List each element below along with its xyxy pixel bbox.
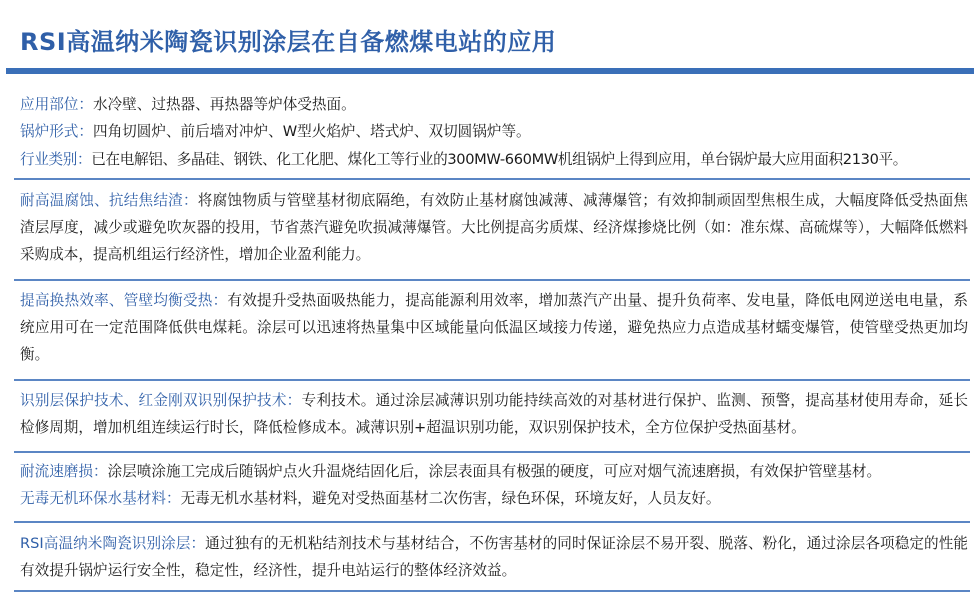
- title-underline-bar: [6, 68, 974, 74]
- identification-text: 专利技术。通过涂层减薄识别功能持续高效的对基材进行保护、监测、预警，提高基材使用寿命，延长检修周期，增加机组连续运行时长，降低检修成本。减薄识别+超温识别功能，双识别保护技术，全方位保护受热面基材。: [20, 392, 968, 436]
- application-part-row: [20, 91, 970, 118]
- nontoxic-text: 无毒无机水基材料，避免对受热面基材二次伤害，绿色环保，环境友好，人员友好。: [180, 490, 721, 507]
- boiler-type-label: 锅炉形式：: [20, 123, 93, 140]
- corrosion-text: 将腐蚀物质与管壁基材彻底隔绝，有效防止基材腐蚀减薄、减薄爆管；有效抑制顽固型焦根生成，大幅度降低受热面焦渣层厚度，减少或避免吹灰器的投用，节省蒸汽避免吹损减薄爆管。大比例提高劣质煤、经济煤掺烧比例（如：准东煤、高硫煤等），大幅降低燃料采购成本，提高机组运行经济性，增加企业盈利能力。: [20, 192, 968, 263]
- summary-text: 通过独有的无机粘结剂技术与基材结合，不伤害基材的同时保证涂层不易开裂、脱落、粉化，通过涂层各项稳定的性能有效提升锅炉运行安全性，稳定性，经济性，提升电站运行的整体经济效益。: [20, 535, 968, 579]
- corrosion-section: [20, 187, 968, 268]
- section-divider: [14, 521, 970, 523]
- section-divider: [14, 279, 970, 281]
- section-divider: [14, 379, 970, 381]
- heat-transfer-text: 有效提升受热面吸热能力，提高能源利用效率，增加蒸汽产出量、提升负荷率、发电量，降低电网逆送电电量，系统应用可在一定范围降低供电煤耗。涂层可以迅速将热量集中区域能量向低温区域接力传递，避免热应力点造成基材蠕变爆管，使管壁受热更加均衡。: [20, 292, 968, 363]
- industry-category-text: 已在电解铝、多晶硅、钢铁、化工化肥、煤化工等行业的300MW-660MW机组锅炉上得到应用，单台锅炉最大应用面积2130平。: [91, 151, 908, 168]
- summary-label: RSI高温纳米陶瓷识别涂层：: [20, 535, 206, 552]
- section-divider: [14, 590, 970, 592]
- section-divider: [14, 178, 970, 180]
- industry-category-label: 行业类别：: [20, 151, 92, 168]
- boiler-type-row: [20, 118, 970, 145]
- summary-section: [20, 530, 968, 584]
- identification-section: [20, 387, 968, 441]
- application-part-text: 水冷壁、过热器、再热器等炉体受热面。: [92, 96, 356, 113]
- erosion-text: 涂层喷涂施工完成后随锅炉点火升温烧结固化后，涂层表面具有极强的硬度，可应对烟气流速磨损，有效保护管壁基材。: [107, 463, 882, 480]
- heat-transfer-section: [20, 287, 968, 368]
- corrosion-label: 耐高温腐蚀、抗结焦结渣：: [20, 192, 198, 209]
- section-divider: [14, 451, 970, 453]
- identification-label: 识别层保护技术、红金刚双识别保护技术：: [20, 392, 302, 409]
- page-title: RSI高温纳米陶瓷识别涂层在自备燃煤电站的应用: [20, 28, 557, 56]
- application-part-label: 应用部位：: [20, 96, 93, 113]
- heat-transfer-label: 提高换热效率、管壁均衡受热：: [20, 292, 228, 309]
- nontoxic-label: 无毒无机环保水基材料：: [20, 490, 181, 507]
- boiler-type-text: 四角切圆炉、前后墙对冲炉、W型火焰炉、塔式炉、双切圆锅炉等。: [92, 123, 531, 140]
- erosion-label: 耐流速磨损：: [20, 463, 108, 480]
- nontoxic-row: [20, 485, 970, 512]
- industry-category-row: [20, 146, 970, 173]
- erosion-row: [20, 458, 970, 485]
